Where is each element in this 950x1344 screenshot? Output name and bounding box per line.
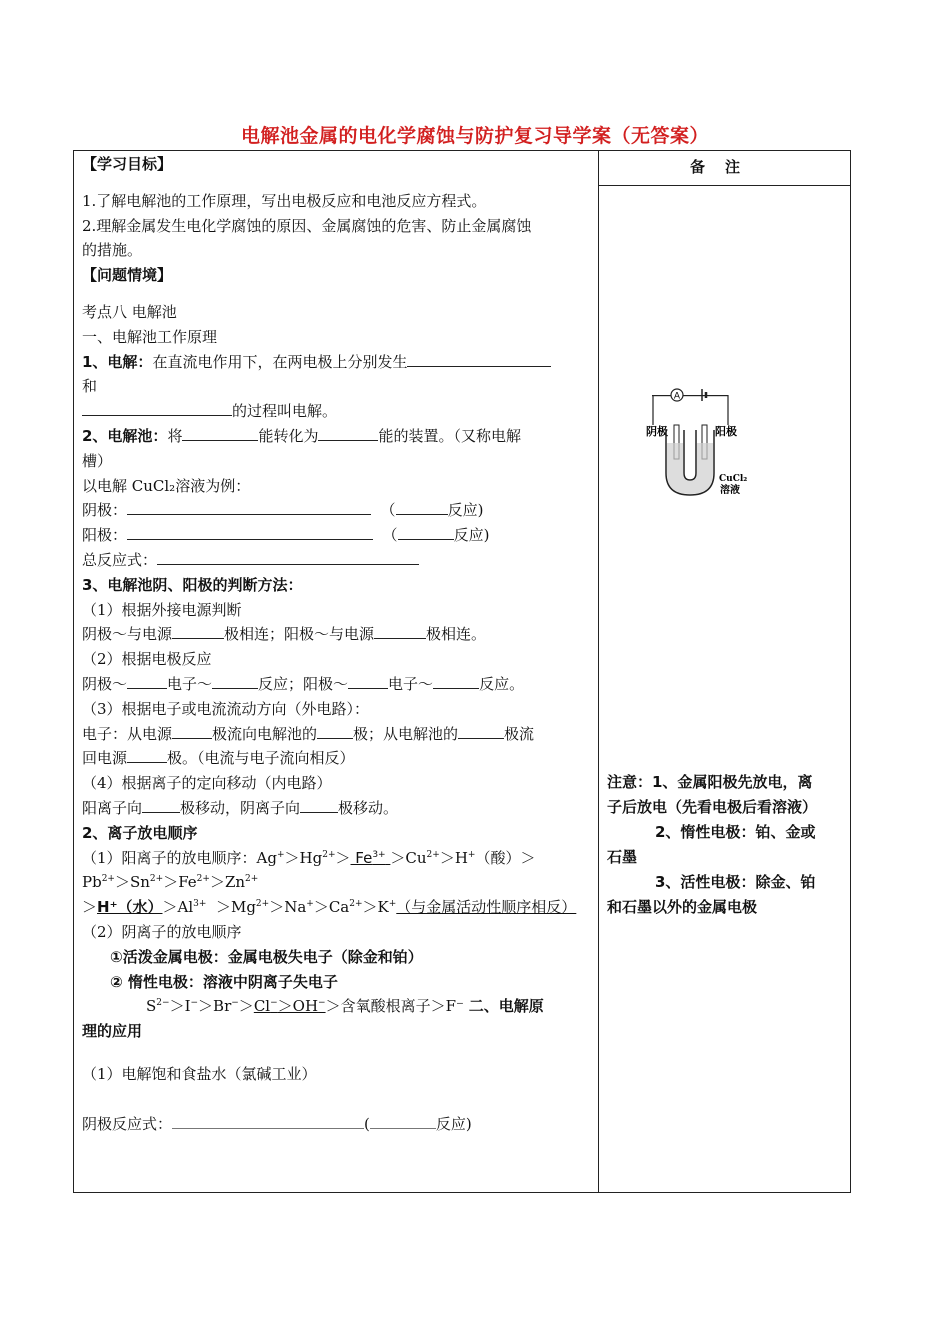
- blank[interactable]: [317, 722, 353, 739]
- note-2b: 石墨: [607, 848, 638, 866]
- j1-c: 极相连。: [426, 625, 487, 644]
- j4-a: 阳离子向: [82, 798, 143, 817]
- remark-notes: [607, 770, 843, 920]
- j1-a: 阴极～与电源: [82, 625, 173, 644]
- def2-label: 2、电解池：: [82, 426, 168, 445]
- judge-heading: 3、电解池阴、阳极的判断方法：: [82, 575, 303, 594]
- reaction-paren: 反应): [453, 526, 490, 545]
- app1: （1）电解饱和食盐水（氯碱工业）: [82, 1064, 317, 1083]
- app1-cathode: 阴极反应式： ( 反应): [82, 1112, 592, 1137]
- blank[interactable]: [374, 622, 426, 639]
- remark-header-divider: [599, 185, 851, 186]
- j3-d: 极流: [504, 724, 535, 743]
- j3-f: 极。（电流与电子流向相反）: [167, 749, 355, 768]
- order1-row2: ＞H⁺（水）$>Al^{3+} >Mg^{2+}>Na^+>Ca^{2+}>K^+$（与金属活动性顺序相反）: [82, 898, 577, 917]
- blank[interactable]: [127, 523, 373, 540]
- def1: [82, 350, 592, 375]
- j2-e: 反应。: [479, 674, 525, 693]
- column-divider: [598, 150, 599, 1193]
- blank[interactable]: [157, 548, 419, 565]
- blank[interactable]: [370, 1112, 436, 1129]
- ammeter-label: A: [673, 391, 681, 402]
- solution-label: CuCl₂: [719, 474, 748, 484]
- j2-d: 电子～: [388, 674, 434, 693]
- part1-heading: 一、电解池工作原理: [82, 327, 218, 346]
- def2: [82, 424, 592, 449]
- situation-heading: 【问题情境】: [82, 266, 173, 285]
- order-heading: 2、离子放电顺序: [82, 823, 198, 842]
- j3-b: 极流向电解池的: [212, 724, 318, 743]
- part2-a: 二、电解原: [468, 997, 544, 1016]
- app1-cathode-label: 阴极反应式：: [82, 1114, 173, 1133]
- j3-line: [82, 722, 592, 747]
- blank[interactable]: [82, 399, 232, 416]
- order1-prefix: （1）阳离子的放电顺序：: [82, 848, 257, 867]
- part2-b: 理的应用: [82, 1022, 143, 1041]
- blank[interactable]: [407, 350, 551, 367]
- blank[interactable]: [172, 1112, 364, 1129]
- j4-line: [82, 796, 592, 821]
- solution-label-2: 溶液: [720, 485, 740, 496]
- order2-2: ② 惰性电极：溶液中阴离子失电子: [110, 972, 338, 991]
- blank[interactable]: [172, 622, 224, 639]
- blank[interactable]: [172, 722, 212, 739]
- j4: （4）根据离子的定向移动（内电路）: [82, 774, 332, 793]
- blank[interactable]: [182, 424, 258, 441]
- j1-b: 极相连；阳极～与电源: [224, 625, 375, 644]
- cathode-label: 阴极：: [82, 501, 128, 520]
- j2: （2）根据电极反应: [82, 650, 212, 669]
- note-3a: 3、活性电极：除金、铂: [655, 873, 816, 891]
- j3-line2: [82, 746, 592, 771]
- blank[interactable]: [458, 722, 504, 739]
- h-water: H⁺（水）: [97, 898, 163, 917]
- goal-2a: 2.理解金属发生电化学腐蚀的原因、金属腐蚀的危害、防止金属腐蚀: [82, 216, 532, 235]
- j4-c: 极移动。: [338, 798, 399, 817]
- blank[interactable]: [127, 746, 167, 763]
- order1-suffix: （酸）＞: [475, 848, 536, 867]
- j3-e: 回电源: [82, 749, 128, 768]
- order2: （2）阴离子的放电顺序: [82, 922, 242, 941]
- j2-c: 反应；阳极～: [258, 674, 349, 693]
- note-2a: 2、惰性电极：铂、金或: [655, 823, 816, 841]
- def1-end-text: 的过程叫电解。: [232, 402, 338, 421]
- blank[interactable]: [396, 498, 448, 515]
- order1: （1）阳离子的放电顺序：$Ag^+>Hg^{2+}> Fe^{3+} >Cu^{2+}>H^+$（酸）＞: [82, 848, 536, 867]
- blank[interactable]: [300, 796, 338, 813]
- total-label: 总反应式：: [82, 550, 158, 569]
- goal-1: 1.了解电解池的工作原理，写出电极反应和电池反应方程式。: [82, 191, 487, 210]
- order2-1: ①活泼金属电极：金属电极失电子（除金和铂）: [110, 947, 423, 966]
- j3-c: 极；从电解池的: [353, 724, 459, 743]
- reaction-paren: 反应): [447, 501, 484, 520]
- def2-c: 能的装置。（又称电解: [378, 426, 521, 445]
- blank[interactable]: [127, 672, 167, 689]
- anion-tail: ＞含氧酸根离子＞F⁻: [325, 997, 464, 1016]
- j3: （3）根据电子或电流流动方向（外电路）：: [82, 699, 370, 718]
- cathode-line: 阴极： （ 反应): [82, 498, 592, 523]
- anion-order: $S^{2-}>I^->Br^->Cl^->OH^->$含氧酸根离子＞F⁻ 二、电解原: [146, 997, 544, 1016]
- solution-fill: [667, 443, 713, 494]
- blank[interactable]: [318, 424, 378, 441]
- def2-a: 将: [167, 426, 183, 445]
- page-title: 电解池金属的电化学腐蚀与防护复习导学案（无答案）: [240, 125, 709, 147]
- cathode-diagram-label: 阴极: [646, 425, 668, 438]
- blank[interactable]: [433, 672, 479, 689]
- order1-row2-end: （与金属活动性顺序相反）: [396, 898, 577, 917]
- anode-diagram-label: 阳极: [715, 425, 737, 438]
- note-3b: 和石墨以外的金属电极: [607, 898, 758, 916]
- j2-b: 电子～: [167, 674, 213, 693]
- def1-text: 在直流电作用下，在两电极上分别发生: [152, 352, 408, 371]
- blank[interactable]: [398, 523, 454, 540]
- note-1a: 注意：1、金属阳极先放电，离: [607, 773, 813, 791]
- def1-label: 1、电解：: [82, 352, 153, 371]
- goal-heading: 【学习目标】: [82, 155, 173, 173]
- note-1b: 子后放电（先看电极后看溶液）: [607, 798, 818, 816]
- main-content: [82, 152, 592, 1136]
- goal-2b: 的措施。: [82, 241, 143, 260]
- order1-cont: $Pb^{2+}>Sn^{2+}>Fe^{2+}>Zn^{2+}$: [82, 873, 259, 892]
- blank[interactable]: [348, 672, 388, 689]
- blank[interactable]: [127, 498, 371, 515]
- def2-b: 能转化为: [258, 426, 319, 445]
- j1: （1）根据外接电源判断: [82, 600, 242, 619]
- remark-header: 备注: [689, 158, 760, 176]
- electrolysis-diagram: [640, 385, 765, 510]
- j4-b: 极移动，阴离子向: [180, 798, 301, 817]
- blank[interactable]: [212, 672, 258, 689]
- total-line: [82, 548, 592, 573]
- def2-d: 槽）: [82, 451, 113, 470]
- blank[interactable]: [142, 796, 180, 813]
- app1-reaction: 反应): [435, 1114, 472, 1133]
- j1-line: [82, 622, 592, 647]
- j2-line: [82, 672, 592, 697]
- kaodian: 考点八 电解池: [82, 302, 177, 321]
- example: 以电解 CuCl₂溶液为例：: [82, 476, 251, 495]
- def1-end: [82, 399, 592, 424]
- anode-line: 阳极： （ 反应): [82, 523, 592, 548]
- def1-he: 和: [82, 377, 98, 396]
- j2-a: 阴极～: [82, 674, 128, 693]
- anode-label: 阳极：: [82, 526, 128, 545]
- j3-a: 电子：从电源: [82, 724, 173, 743]
